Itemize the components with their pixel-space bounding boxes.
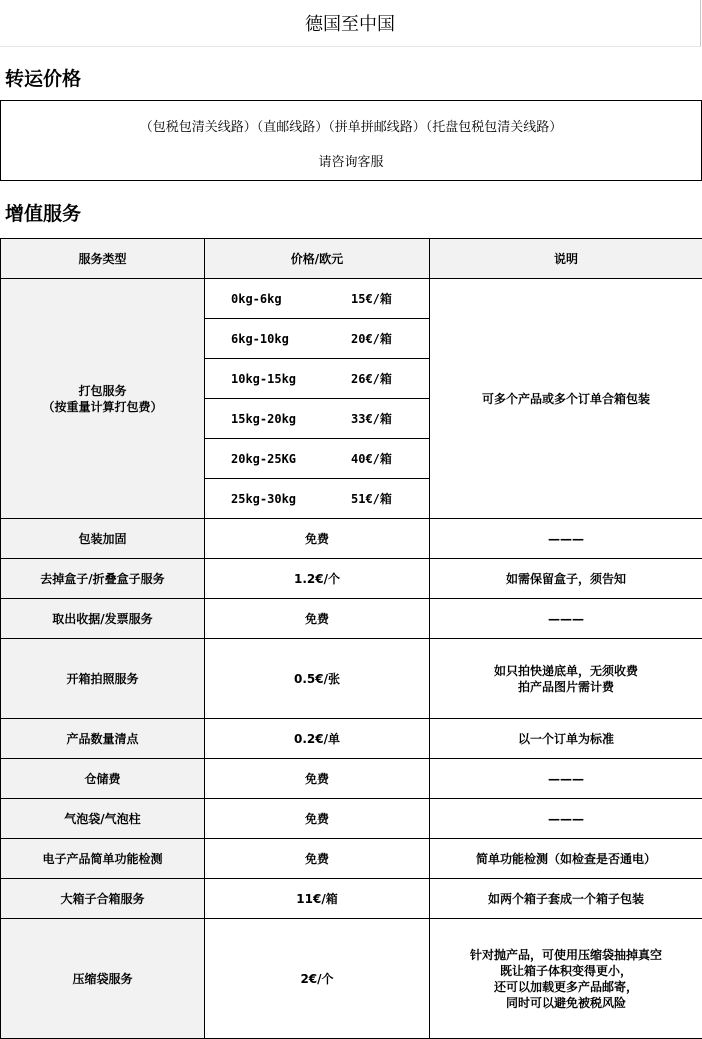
service-desc: 简单功能检测（如检查是否通电）	[430, 839, 702, 879]
pricing-routes: （包税包清关线路）（直邮线路）（拼单拼邮线路）（托盘包税包清关线路）	[139, 120, 563, 135]
table-row	[1, 839, 702, 879]
service-price: 2€/个	[205, 919, 430, 1039]
tier-range: 15kg-20kg	[231, 411, 297, 426]
packing-service-desc: 可多个产品或多个订单合箱包装	[430, 279, 702, 519]
service-price: 免费	[205, 519, 430, 559]
packing-service-name	[1, 279, 205, 519]
tier-range: 25kg-30kg	[231, 491, 297, 506]
column-header: 服务类型	[1, 239, 205, 279]
pricing-box	[0, 100, 702, 181]
table-row	[1, 919, 702, 1039]
tier-range: 20kg-25KG	[231, 451, 297, 466]
tier-price: 15€/箱	[351, 291, 392, 306]
service-name: 取出收据/发票服务	[1, 599, 205, 639]
service-price: 11€/箱	[205, 879, 430, 919]
table-row	[1, 759, 702, 799]
service-name: 打包服务	[78, 383, 127, 398]
service-name: 包装加固	[1, 519, 205, 559]
table-row	[1, 599, 702, 639]
service-desc: ———	[430, 799, 702, 839]
tier-price: 26€/箱	[351, 371, 392, 386]
service-desc: 以一个订单为标准	[430, 719, 702, 759]
service-price: 0.2€/单	[205, 719, 430, 759]
table-row	[1, 559, 702, 599]
column-header: 价格/欧元	[205, 239, 430, 279]
service-price: 1.2€/个	[205, 559, 430, 599]
tier-price: 51€/箱	[351, 491, 392, 506]
service-price: 免费	[205, 839, 430, 879]
tier-range: 0kg-6kg	[231, 291, 282, 306]
service-desc: 如两个箱子套成一个箱子包装	[430, 879, 702, 919]
packing-tier	[205, 279, 430, 319]
service-name-sub: （按重量计算打包费）	[42, 399, 163, 414]
table-row	[1, 719, 702, 759]
page-title: 德国至中国	[0, 0, 701, 47]
table-row	[1, 279, 702, 319]
table-row	[1, 879, 702, 919]
service-name: 大箱子合箱服务	[1, 879, 205, 919]
tier-price: 33€/箱	[351, 411, 392, 426]
pricing-note: 请咨询客服	[318, 155, 384, 170]
packing-tier	[205, 479, 430, 519]
service-name: 气泡袋/气泡柱	[1, 799, 205, 839]
service-desc: ———	[430, 759, 702, 799]
service-name: 电子产品简单功能检测	[1, 839, 205, 879]
service-desc: 如需保留盒子，须告知	[430, 559, 702, 599]
service-name: 产品数量清点	[1, 719, 205, 759]
tier-price: 20€/箱	[351, 331, 392, 346]
packing-tier	[205, 439, 430, 479]
service-desc: ———	[430, 599, 702, 639]
table-row	[1, 799, 702, 839]
service-name: 仓储费	[1, 759, 205, 799]
services-heading: 增值服务	[5, 203, 82, 225]
tier-range: 6kg-10kg	[231, 331, 289, 346]
pricing-heading: 转运价格	[5, 68, 82, 90]
service-price: 免费	[205, 599, 430, 639]
service-name: 开箱拍照服务	[1, 639, 205, 719]
table-row	[1, 519, 702, 559]
service-desc: 如只拍快递底单，无须收费 拍产品图片需计费	[430, 639, 702, 719]
service-name: 压缩袋服务	[1, 919, 205, 1039]
column-header: 说明	[430, 239, 702, 279]
table-header-row	[1, 239, 702, 279]
tier-price: 40€/箱	[351, 451, 392, 466]
service-desc: ———	[430, 519, 702, 559]
service-price: 免费	[205, 759, 430, 799]
service-price: 0.5€/张	[205, 639, 430, 719]
packing-tier	[205, 399, 430, 439]
service-desc: 针对抛产品，可使用压缩袋抽掉真空 既让箱子体积变得更小， 还可以加载更多产品邮寄， 同时可以避免被税风险	[430, 919, 702, 1039]
tier-range: 10kg-15kg	[231, 371, 297, 386]
service-name: 去掉盒子/折叠盒子服务	[1, 559, 205, 599]
packing-tier	[205, 319, 430, 359]
services-table	[0, 238, 702, 1039]
table-row	[1, 639, 702, 719]
packing-tier	[205, 359, 430, 399]
service-price: 免费	[205, 799, 430, 839]
